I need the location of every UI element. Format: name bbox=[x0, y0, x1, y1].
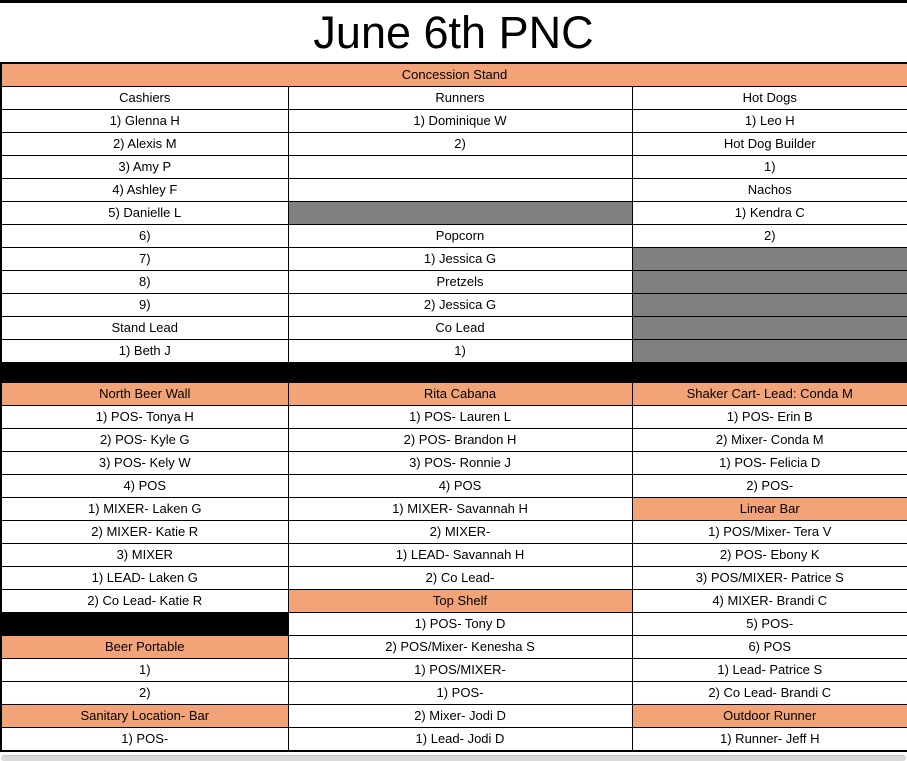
table-cell: Hot Dog Builder bbox=[632, 133, 907, 156]
table-row bbox=[1, 156, 907, 179]
section-header-top-shelf: Top Shelf bbox=[288, 590, 632, 613]
table-cell: 2) POS- bbox=[632, 475, 907, 498]
table-cell: Pretzels bbox=[288, 271, 632, 294]
section-header-linear-bar: Linear Bar bbox=[632, 498, 907, 521]
table-row bbox=[1, 567, 907, 590]
column-header-hot-dogs: Hot Dogs bbox=[632, 87, 907, 110]
table-cell: 1) Jessica G bbox=[288, 248, 632, 271]
gray-blocked-cell bbox=[632, 248, 907, 271]
table-cell: 8) bbox=[1, 271, 288, 294]
table-cell: 1) Glenna H bbox=[1, 110, 288, 133]
table-cell: 2) bbox=[1, 682, 288, 705]
section-header-outdoor-runner: Outdoor Runner bbox=[632, 705, 907, 728]
table-cell: 1) MIXER- Laken G bbox=[1, 498, 288, 521]
table-cell: 2) POS/Mixer- Kenesha S bbox=[288, 636, 632, 659]
section-header-rita-cabana: Rita Cabana bbox=[288, 383, 632, 406]
table-row bbox=[1, 179, 907, 202]
table-row bbox=[1, 340, 907, 363]
table-cell: 2) POS- Brandon H bbox=[288, 429, 632, 452]
table-body bbox=[1, 63, 907, 751]
table-cell: 2) Jessica G bbox=[288, 294, 632, 317]
table-cell bbox=[288, 179, 632, 202]
table-cell: 1) Runner- Jeff H bbox=[632, 728, 907, 752]
table-cell: 1) Kendra C bbox=[632, 202, 907, 225]
table-row bbox=[1, 544, 907, 567]
table-cell: 3) POS- Ronnie J bbox=[288, 452, 632, 475]
table-cell: 1) Leo H bbox=[632, 110, 907, 133]
table-cell: 1) LEAD- Savannah H bbox=[288, 544, 632, 567]
table-cell: 1) MIXER- Savannah H bbox=[288, 498, 632, 521]
gray-blocked-cell bbox=[288, 202, 632, 225]
table-row bbox=[1, 294, 907, 317]
table-row bbox=[1, 110, 907, 133]
table-row bbox=[1, 521, 907, 544]
table-cell: 1) bbox=[1, 659, 288, 682]
table-cell: 2) Mixer- Conda M bbox=[632, 429, 907, 452]
table-cell: 1) POS- Erin B bbox=[632, 406, 907, 429]
table-cell: 4) Ashley F bbox=[1, 179, 288, 202]
table-cell: 1) POS- Tony D bbox=[288, 613, 632, 636]
table-cell: 3) POS/MIXER- Patrice S bbox=[632, 567, 907, 590]
column-header-runners: Runners bbox=[288, 87, 632, 110]
table-cell: 9) bbox=[1, 294, 288, 317]
table-row bbox=[1, 271, 907, 294]
table-cell: 2) POS- Ebony K bbox=[632, 544, 907, 567]
table-row bbox=[1, 659, 907, 682]
table-row bbox=[1, 317, 907, 340]
table-cell bbox=[288, 156, 632, 179]
table-cell: 4) MIXER- Brandi C bbox=[632, 590, 907, 613]
table-row bbox=[1, 225, 907, 248]
table-cell: 2) Co Lead- bbox=[288, 567, 632, 590]
gray-blocked-cell bbox=[632, 317, 907, 340]
table-cell: 5) POS- bbox=[632, 613, 907, 636]
table-cell: 2) MIXER- Katie R bbox=[1, 521, 288, 544]
column-header-cashiers: Cashiers bbox=[1, 87, 288, 110]
table-cell: 1) POS- bbox=[288, 682, 632, 705]
table-row bbox=[1, 248, 907, 271]
gray-blocked-cell bbox=[632, 271, 907, 294]
table-cell: Popcorn bbox=[288, 225, 632, 248]
table-cell: 1) POS- Felicia D bbox=[632, 452, 907, 475]
table-cell: 1) POS/Mixer- Tera V bbox=[632, 521, 907, 544]
black-separator-row bbox=[1, 363, 907, 383]
table-cell: 6) bbox=[1, 225, 288, 248]
table-row bbox=[1, 728, 907, 752]
table-cell: 1) Dominique W bbox=[288, 110, 632, 133]
section-header-concession-stand: Concession Stand bbox=[1, 63, 907, 87]
table-cell: 2) MIXER- bbox=[288, 521, 632, 544]
table-cell: Nachos bbox=[632, 179, 907, 202]
table-row bbox=[1, 87, 907, 110]
table-cell: 1) POS/MIXER- bbox=[288, 659, 632, 682]
black-separator-cell bbox=[1, 613, 288, 636]
page-title: June 6th PNC bbox=[313, 6, 594, 58]
table-cell: 6) POS bbox=[632, 636, 907, 659]
table-cell: 1) POS- bbox=[1, 728, 288, 752]
gray-blocked-cell bbox=[632, 340, 907, 363]
table-row bbox=[1, 682, 907, 705]
table-cell: 1) bbox=[288, 340, 632, 363]
table-row bbox=[1, 590, 907, 613]
table-cell: Co Lead bbox=[288, 317, 632, 340]
table-row bbox=[1, 202, 907, 225]
table-row bbox=[1, 475, 907, 498]
table-cell: Stand Lead bbox=[1, 317, 288, 340]
table-cell: 4) POS bbox=[1, 475, 288, 498]
section-header-sanitary-location-bar: Sanitary Location- Bar bbox=[1, 705, 288, 728]
table-row bbox=[1, 383, 907, 406]
table-cell: 2) Co Lead- Brandi C bbox=[632, 682, 907, 705]
table-cell: 7) bbox=[1, 248, 288, 271]
section-header-concession-stand bbox=[1, 63, 907, 87]
section-header-north-beer-wall: North Beer Wall bbox=[1, 383, 288, 406]
table-cell: 1) bbox=[632, 156, 907, 179]
table-cell: 2) bbox=[288, 133, 632, 156]
table-cell: 2) POS- Kyle G bbox=[1, 429, 288, 452]
table-row bbox=[1, 133, 907, 156]
table-row bbox=[1, 429, 907, 452]
table-cell: 3) MIXER bbox=[1, 544, 288, 567]
table-row bbox=[1, 613, 907, 636]
black-separator-row bbox=[1, 363, 907, 383]
section-header-shaker-cart: Shaker Cart- Lead: Conda M bbox=[632, 383, 907, 406]
table-cell: 1) Lead- Patrice S bbox=[632, 659, 907, 682]
table-cell: 1) POS- Lauren L bbox=[288, 406, 632, 429]
table-cell: 2) Mixer- Jodi D bbox=[288, 705, 632, 728]
table-cell: 2) Co Lead- Katie R bbox=[1, 590, 288, 613]
gray-blocked-cell bbox=[632, 294, 907, 317]
table-cell: 1) POS- Tonya H bbox=[1, 406, 288, 429]
table-row bbox=[1, 636, 907, 659]
table-row bbox=[1, 452, 907, 475]
table-cell: 3) POS- Kely W bbox=[1, 452, 288, 475]
table-row bbox=[1, 705, 907, 728]
table-cell: 2) bbox=[632, 225, 907, 248]
table-cell: 1) Beth J bbox=[1, 340, 288, 363]
table-cell: 3) Amy P bbox=[1, 156, 288, 179]
section-header-beer-portable: Beer Portable bbox=[1, 636, 288, 659]
horizontal-scrollbar[interactable] bbox=[1, 755, 906, 761]
table-cell: 4) POS bbox=[288, 475, 632, 498]
table-cell: 1) Lead- Jodi D bbox=[288, 728, 632, 752]
table-row bbox=[1, 406, 907, 429]
schedule-table bbox=[0, 62, 907, 752]
table-cell: 2) Alexis M bbox=[1, 133, 288, 156]
table-cell: 1) LEAD- Laken G bbox=[1, 567, 288, 590]
table-row bbox=[1, 498, 907, 521]
table-cell: 5) Danielle L bbox=[1, 202, 288, 225]
